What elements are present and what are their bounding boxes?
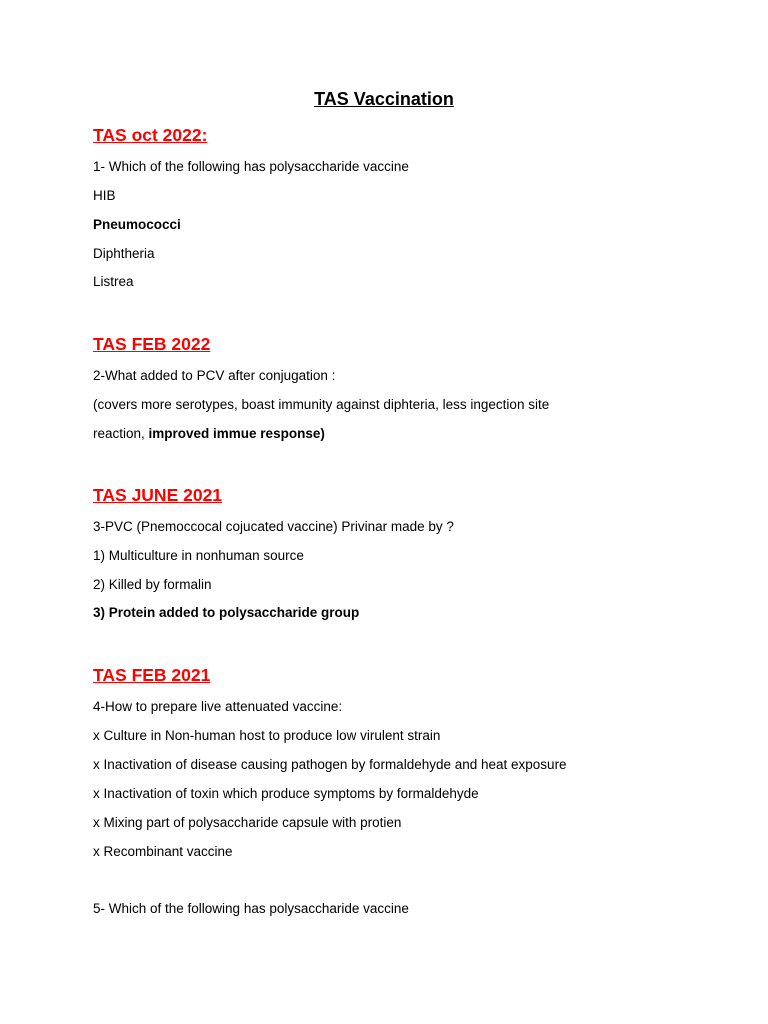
question-2-answer: improved immue response) [148, 426, 325, 441]
question-2-options: (covers more serotypes, boast immunity against diphteria, less ingection site [93, 397, 550, 412]
question-5: 5- Which of the following has polysaccharide vaccine [93, 901, 409, 916]
page-title: TAS Vaccination [314, 89, 454, 109]
option-pneumococci-answer: Pneumococci [93, 217, 181, 232]
option-mixing-polysaccharide: x Mixing part of polysaccharide capsule with protien [93, 815, 402, 830]
question-4: 4-How to prepare live attenuated vaccine: [93, 699, 343, 714]
question-1: 1- Which of the following has polysaccharide vaccine [93, 159, 409, 174]
option-diphtheria: Diphtheria [93, 246, 155, 261]
question-2: 2-What added to PCV after conjugation : [93, 368, 336, 383]
section-heading-oct-2022: TAS oct 2022: [93, 125, 208, 145]
option-multiculture: 1) Multiculture in nonhuman source [93, 548, 304, 563]
option-recombinant: x Recombinant vaccine [93, 844, 233, 859]
section-heading-feb-2021: TAS FEB 2021 [93, 665, 211, 685]
question-2-options-cont [93, 425, 325, 443]
section-heading-feb-2022: TAS FEB 2022 [93, 334, 211, 354]
option-culture-non-human: x Culture in Non-human host to produce low virulent strain [93, 728, 441, 743]
option-protein-added-answer: 3) Protein added to polysaccharide group [93, 605, 360, 620]
section-heading-june-2021: TAS JUNE 2021 [93, 485, 223, 505]
question-2-options-prefix: reaction, [93, 426, 149, 441]
option-inactivation-toxin: x Inactivation of toxin which produce symptoms by formaldehyde [93, 786, 479, 801]
option-killed-formalin: 2) Killed by formalin [93, 577, 212, 592]
question-3: 3-PVC (Pnemoccocal cojucated vaccine) Privinar made by ? [93, 519, 454, 534]
option-inactivation-pathogen: x Inactivation of disease causing pathogen by formaldehyde and heat exposure [93, 757, 567, 772]
option-hib: HIB [93, 188, 116, 203]
option-listrea: Listrea [93, 274, 134, 289]
